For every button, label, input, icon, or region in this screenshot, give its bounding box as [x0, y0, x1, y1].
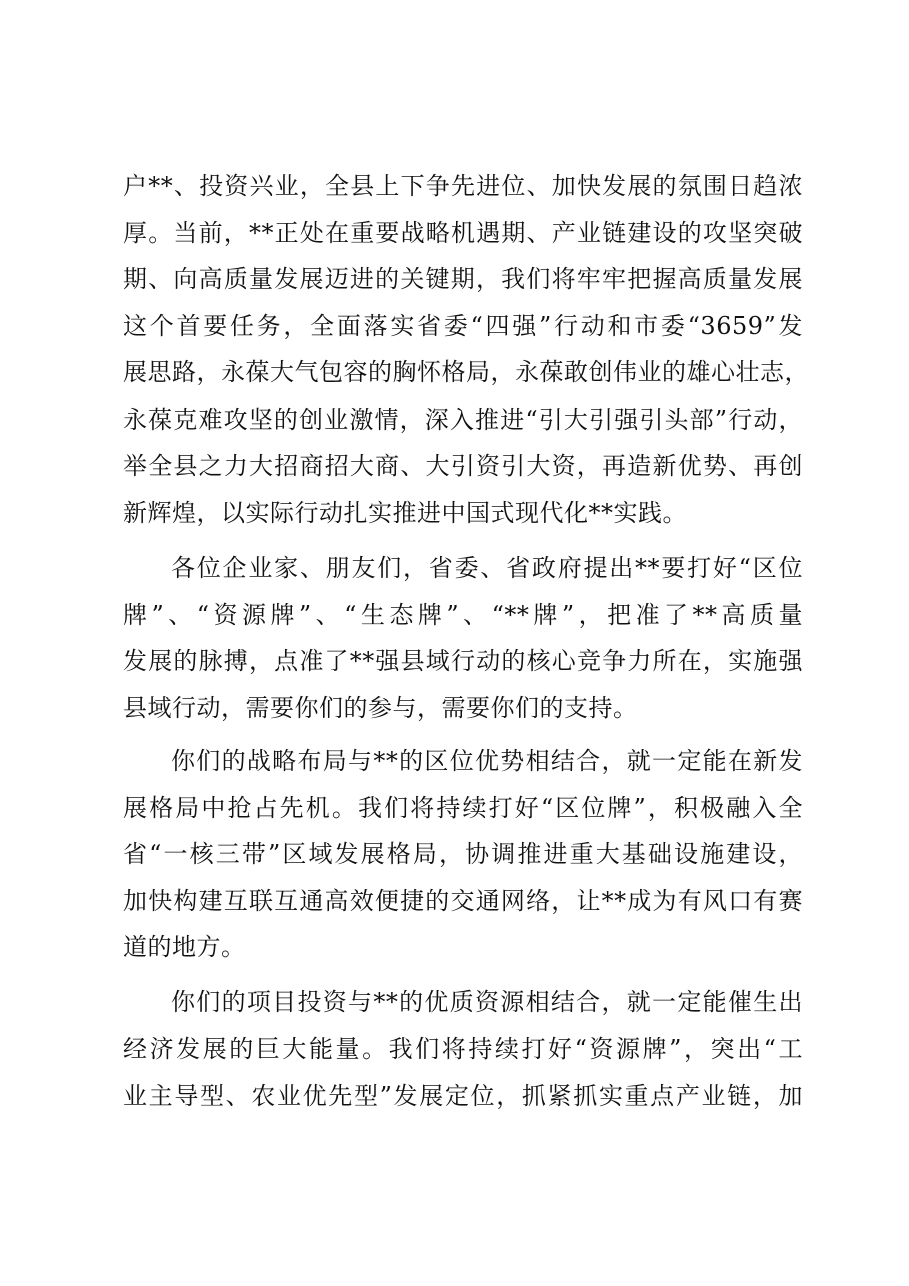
text-line: 业主导型、农业优先型”发展定位，抓紧抓实重点产业链，加 [123, 1082, 803, 1110]
paragraph-first-line: 你们的项目投资与**的优质资源相结合，就一定能催生出 [171, 988, 803, 1016]
text-line: 这个首要任务，全面落实省委“四强”行动和市委“3659”发 [123, 312, 803, 340]
text-line: 新辉煌，以实际行动扎实推进中国式现代化**实践。 [123, 499, 687, 527]
paragraph-first-line: 各位企业家、朋友们，省委、省政府提出**要打好“区位 [171, 554, 803, 582]
text-line: 展格局中抢占先机。我们将持续打好“区位牌”，积极融入全 [123, 794, 803, 822]
text-line: 加快构建互联互通高效便捷的交通网络，让**成为有风口有赛 [123, 887, 803, 915]
text-line: 户**、投资兴业，全县上下争先进位、加快发展的氛围日趋浓 [123, 172, 803, 200]
text-line: 省“一核三带”区域发展格局，协调推进重大基础设施建设， [123, 840, 803, 868]
text-line: 举全县之力大招商招大商、大引资引大资，再造新优势、再创 [123, 452, 803, 480]
text-line: 期、向高质量发展迈进的关键期，我们将牢牢把握高质量发展 [123, 265, 803, 293]
text-line: 县域行动，需要你们的参与，需要你们的支持。 [123, 694, 638, 722]
paragraph-first-line: 你们的战略布局与**的区位优势相结合，就一定能在新发 [171, 747, 803, 775]
text-line: 展思路，永葆大气包容的胸怀格局，永葆敢创伟业的雄心壮志， [123, 358, 809, 386]
text-line: 道的地方。 [123, 933, 246, 961]
text-line: 永葆克难攻坚的创业激情，深入推进“引大引强引头部”行动， [123, 406, 803, 434]
text-line: 经济发展的巨大能量。我们将持续打好“资源牌”，突出“工 [123, 1035, 803, 1063]
text-line: 牌”、“资源牌”、“生态牌”、“**牌”，把准了**高质量 [123, 601, 803, 629]
text-line: 厚。当前，**正处在重要战略机遇期、产业链建设的攻坚突破 [123, 219, 803, 247]
text-line: 发展的脉搏，点准了**强县域行动的核心竞争力所在，实施强 [123, 647, 803, 675]
